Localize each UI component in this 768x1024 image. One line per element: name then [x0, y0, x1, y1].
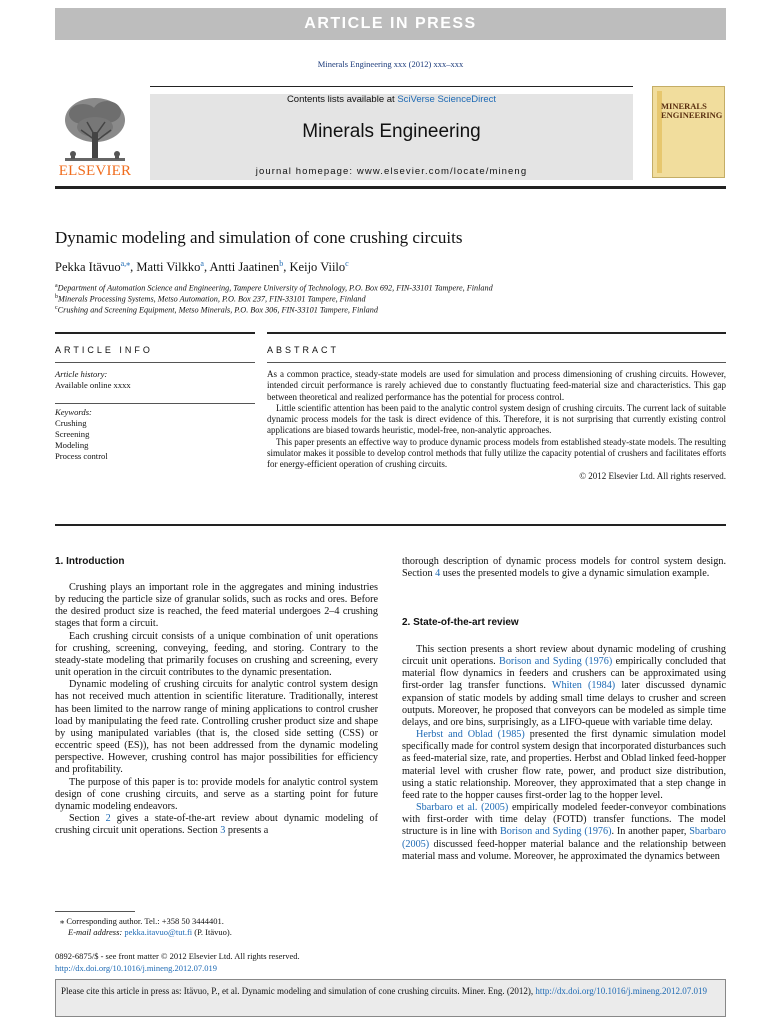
info-rule: [55, 332, 255, 334]
paragraph: [402, 802, 726, 863]
section-ref-link[interactable]: 3: [220, 825, 226, 837]
citation-link[interactable]: Borison and Syding (1976): [499, 826, 612, 838]
author-sup[interactable]: c: [345, 259, 349, 268]
keyword: Process control: [55, 451, 108, 461]
paragraph: Dynamic modeling of crushing circuits for analytic control system design has not received much attention in scientific literature. Traditionally, interest has been limited to the narrow range of mining applications to control crusher load by manipulating the feed rate. Controlling crusher product size and shape by using manipulated variables (that is, the closed side setting (CSS) or eccentric speed (ES)), has not been addressed from the dynamic modeling perspective. However, crushing control has major possibilities for efficiency and profitability.: [55, 679, 378, 776]
abstract-body: [267, 369, 726, 482]
author-list: Pekka Itävuo$^{a,⁎}$, Matti Vilkko$^a$, Antti Jaatinen$^b$, Keijo Viilo$^c$: [55, 259, 349, 275]
abstract-bottom-rule: [55, 524, 726, 526]
text-span: discussed feed-hopper material balance and the relationship between material mass and volume. Moreover, he approximated the dynamics between: [402, 838, 726, 862]
affiliation-a: [55, 283, 493, 293]
journal-citation-link[interactable]: Minerals Engineering xxx (2012) xxx–xxx: [317, 59, 464, 69]
issn-block: [55, 951, 300, 974]
paragraph: Each crushing circuit consists of a unique combination of unit operations for crushing, screening, conveying, feeding, and storing. Contrary to the steady-state modeling that primarily focuses on crushing and screening, every unit operation in the circuit contributes to the dynamic presentation.: [55, 630, 378, 679]
history-value: Available online xxxx: [55, 380, 131, 390]
journal-cover-thumbnail: [652, 86, 725, 178]
keyword: Screening: [55, 429, 90, 439]
text-span: thorough description of dynamic process models for control system design. Section: [402, 556, 726, 580]
citation-link[interactable]: Herbst and Oblad (1985): [416, 729, 525, 741]
paragraph: Crushing plays an important role in the aggregates and mining industries by reducing the particle size of granular solids, such as rocks and ores. Before the desired product size is reached, the feed material undergoes 2–4 crushing stages that form a circuit.: [55, 582, 378, 630]
author-name: Matti Vilkko: [136, 260, 201, 275]
cite-text: Please cite this article in press as: Itävuo, P., et al. Dynamic modeling and simulation of cone crushing circuits. Miner. Eng. (2012),: [61, 986, 536, 996]
section-heading-review: 2. State-of-the-art review: [402, 617, 519, 628]
abstract-paragraph: This paper presents an effective way to produce dynamic process models from established steady-state models. The resulting simulator makes it possible to develop control methods that fully utilize the capacity potential of crushers and facilitates efforts for energy-efficient operation of crushing circuits.: [267, 436, 726, 470]
citation-link[interactable]: Whiten (1984): [551, 680, 616, 692]
section-ref-link[interactable]: 4: [435, 568, 441, 580]
review-body: [402, 644, 726, 863]
contents-prefix: Contents lists available at: [286, 94, 398, 105]
abstract-paragraph: As a common practice, steady-state models are used for simulation and process dimensioning of crushing circuits. However, intended circuit performance is rarely achieved due to constantly fluctuating feed-material size and characteristics. This gap between theoretical and realized performance has the potential for process control.: [267, 369, 726, 402]
citation-link[interactable]: Sbarbaro et al. (2005): [416, 802, 509, 814]
email-suffix: (P. Itävuo).: [192, 927, 232, 937]
publisher-name: ELSEVIER: [58, 163, 132, 179]
paragraph: [55, 813, 378, 837]
paragraph: [402, 729, 726, 802]
text-span: . In another paper,: [611, 826, 690, 838]
keyword: Crushing: [55, 418, 87, 428]
footnote-rule: [55, 911, 135, 912]
paragraph: [402, 556, 726, 580]
text-span: Section: [69, 812, 106, 824]
email-label: E-mail address:: [68, 927, 125, 937]
column2-continuation: [402, 556, 726, 580]
author-sup[interactable]: a,⁎: [120, 259, 131, 268]
cite-doi-link[interactable]: http://dx.doi.org/10.1016/j.mineng.2012.07.019: [535, 986, 707, 996]
affiliation-text: Minerals Processing Systems, Metso Automation, P.O. Box 237, FIN-33101 Tampere, Finland: [58, 294, 366, 304]
footnote: [60, 916, 232, 938]
keyword: Modeling: [55, 440, 89, 450]
text-span: presented the first dynamic simulation model specifically made for control system design that incorporated disturbances such as feed-material size, rate, and properties. Herbst and Oblad linked feed-hopper material level with crusher flow rate, power, and product size distribution, using a static relationship. Moreover, they approximated that a step change in feed rate to the hopper causes first-order lag to the hopper level.: [402, 729, 726, 801]
info-rule-2: [55, 362, 255, 363]
affiliation-sup: a: [55, 283, 58, 289]
abstract-rule: [267, 332, 726, 334]
text-span: gives a state-of-the-art review about dynamic modeling of crushing circuit unit operations. Section: [55, 812, 378, 837]
text-span: empirically concluded that material flow dynamics in feeders and crushers can be approximated using first-order lag transfer functions.: [402, 656, 726, 692]
journal-name: Minerals Engineering: [302, 121, 481, 142]
affiliation-text: Crushing and Screening Equipment, Metso Minerals, P.O. Box 306, FIN-33101 Tampere, Finland: [57, 305, 378, 315]
text-span: presents a: [225, 825, 269, 837]
affiliation-b: [55, 294, 366, 304]
text-span: later discussed dynamic expansion of static models by adding small time delays to crusher and screen outputs. Moreover, he proposed that conveyors can be modeled as simple time delays, and ore bins, surprisingly, as a LIFO-queue with variable time delay.: [402, 680, 726, 728]
keywords-label: Keywords:: [55, 407, 92, 417]
header-rule-top: [150, 86, 633, 87]
section-heading-introduction: 1. Introduction: [55, 556, 125, 567]
text-span: This section presents a short review about dynamic modeling of crushing circuit unit operations.: [402, 644, 726, 668]
affiliation-sup: c: [55, 305, 58, 311]
author-sup[interactable]: b: [279, 259, 284, 268]
issn-line: 0892-6875/$ - see front matter © 2012 Elsevier Ltd. All rights reserved.: [55, 951, 300, 961]
cover-title: MINERALS ENGINEERING: [661, 101, 723, 120]
article-in-press-banner: ARTICLE IN PRESS: [55, 8, 726, 40]
sciencedirect-link[interactable]: SciVerse ScienceDirect: [397, 94, 497, 105]
affiliation-text: Department of Automation Science and Engineering, Tampere University of Technology, P.O. Box 692, FIN-33101 Tampere, Finland: [57, 283, 493, 293]
author-sup[interactable]: a: [200, 259, 204, 268]
section-ref-link[interactable]: 2: [105, 812, 111, 824]
article-info-heading: ARTICLE INFO: [55, 345, 153, 355]
abstract-rule-2: [267, 362, 726, 363]
abstract-heading: ABSTRACT: [267, 345, 340, 355]
citation-box: [55, 979, 726, 1017]
contents-line: [150, 94, 633, 106]
info-rule-3: [55, 403, 255, 404]
doi-link[interactable]: http://dx.doi.org/10.1016/j.mineng.2012.07.019: [55, 962, 218, 973]
email-link[interactable]: pekka.itavuo@tut.fi: [124, 927, 193, 937]
citation-link[interactable]: Borison and Syding (1976): [499, 656, 613, 668]
text-span: uses the presented models to give a dynamic simulation example.: [440, 568, 710, 580]
header-rule-bottom: [55, 186, 726, 189]
paragraph: The purpose of this paper is to: provide models for analytic control system design of cone crushing circuits, and serve as a starting point for future dynamic modeling endeavors.: [55, 776, 378, 812]
citation-link[interactable]: Sbarbaro (2005): [402, 826, 727, 850]
author-name: Antti Jaatinen: [209, 260, 280, 275]
history-label: Article history:: [55, 369, 108, 379]
text-span: empirically modeled feeder-conveyor combinations with first-order with time delay (FOTD) transfer functions. The model structure is in line with: [402, 802, 726, 838]
journal-homepage[interactable]: journal homepage: www.elsevier.com/locate/mineng: [255, 166, 528, 177]
paragraph: [402, 644, 726, 729]
affiliation-sup: b: [55, 294, 58, 300]
author-name: Keijo Viilo: [289, 260, 346, 275]
affiliation-c: [55, 305, 378, 315]
abstract-paragraph: Little scientific attention has been paid to the analytic control system design of crushing circuits. The current lack of suitable dynamic process models for the task is direct evidence of this. Therefore, it is not surprising that currently existing control applications are biased towards heuristic, model-free, non-analytic approaches.: [267, 402, 726, 436]
copyright: © 2012 Elsevier Ltd. All rights reserved.: [579, 470, 726, 481]
article-title: Dynamic modeling and simulation of cone crushing circuits: [55, 228, 463, 247]
author-name: Pekka Itävuo: [55, 260, 121, 275]
corresponding-author: ⁎ Corresponding author. Tel.: +358 50 3444401.: [60, 916, 224, 926]
introduction-body: [55, 582, 378, 837]
